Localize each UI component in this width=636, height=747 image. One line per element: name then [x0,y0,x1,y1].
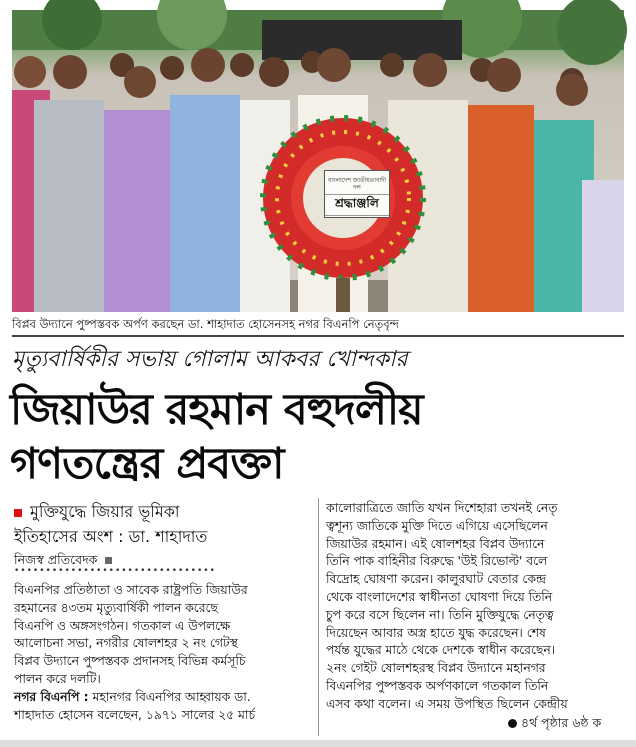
body-line: পর্যন্ত যুদ্ধের মাঠে থেকে দেশকে স্বাধীন করেছেন। [326,643,556,658]
body-line: মহানগর বিএনপির আহ্বায়ক ডা. [92,689,251,704]
byline-text: নিজস্ব প্রতিবেদক [14,552,98,567]
body-line: ত্বশূন্য জাতিকে মুক্তি দিতে এগিয়ে এসেছিলেন [326,518,548,533]
column-divider [318,498,319,736]
bottom-edge [0,740,636,747]
crowd-illustration [12,10,624,312]
body-line: বিপ্লব উদ্যানে পুষ্পস্তবক প্রদানসহ বিভিন্ন কর্মসূচি [14,654,246,669]
body-line: পালন করে দলটি। [14,671,101,686]
red-bullet-icon [14,509,22,517]
body-line: বিএনপির পুষ্পস্তবক অর্পণকালে গতকাল তিনি [326,678,549,693]
headline-line-2: গণতন্ত্রের প্রবক্তা [10,439,284,489]
body-line: জিয়াউর রহমান। এই ষোলশহর বিপ্লব উদ্যানে [326,536,545,551]
body-line-with-lead [14,689,314,707]
right-column-body [326,500,626,714]
bullet-dot-icon [508,719,517,728]
square-bullet-icon [105,557,112,564]
body-line: চুপ করে বসে ছিলেন না। তিনি মুক্তিযুদ্ধে নেতৃত্ব [326,607,554,622]
headline-kicker: মৃত্যুবার্ষিকীর সভায় গোলাম আকবর খোন্দকার [12,347,408,372]
body-line: ২নং গেইট ষোলশহরস্থ বিপ্লব উদ্যানে মহানগর [326,661,546,676]
wreath-card-title: শ্রদ্ধাঞ্জলি [325,194,389,216]
wreath-card [324,170,390,218]
body-line: তিনি পাক বাহিনীর বিরুদ্ধে 'উই রিভোল্ট' বলে [326,554,548,569]
continued-marker [508,715,601,735]
photo-caption: বিপ্লব উদ্যানে পুষ্পস্তবক অর্পণ করছেন ডা. শাহাদাত হোসেনসহ নগর বিএনপি নেতৃবৃন্দ [12,317,399,331]
wreath-card-small-text: বাংলাদেশ জাতীয়তাবাদী দল [328,177,386,191]
body-line: বিএনপি ও অঙ্গসংগঠন। গতকাল এ উপলক্ষে [14,618,231,633]
subhead-line-2: ইতিহাসের অংশ : ডা. শাহাদাত [14,527,208,546]
body-line: এসব কথা বলেন। এ সময় উপস্থিত ছিলেন কেন্দ্রীয় [326,696,568,711]
headline-line-1: জিয়াউর রহমান বহুদলীয় [10,385,423,435]
body-line: দিয়েছেন আবার অস্ত্র হাতে যুদ্ধ করেছেন। শেষ [326,625,546,640]
body-line: আলোচনা সভা, নগরীর ষোলশহর ২ নং গেটস্থ [14,636,238,651]
body-line: বিদ্রোহ ঘোষণা করেন। কালুরঘাট বেতার কেন্দ্র [326,572,546,587]
body-line: রহমানের ৪৩তম মৃত্যুবার্ষিকী পালন করেছে [14,600,218,615]
continued-text: ৪র্থ পৃষ্ঠার ৬ষ্ঠ ক [521,715,602,730]
left-column-body [14,582,314,724]
body-line: কালোরাত্রিতে জাতি যখন দিশেহারা তখনই নেতৃ [326,501,558,515]
dotted-separator: •••••••••••••••••••••••••••••••• [14,566,216,576]
body-line: শাহাদাত হোসেন বলেছেন, ১৯৭১ সালের ২৫ মার্চ [14,707,256,722]
body-line: বিএনপির প্রতিষ্ঠাতা ও সাবেক রাষ্ট্রপতি জিয়াউর [14,583,248,597]
lead-label: নগর বিএনপি : [14,689,89,704]
subhead-line-1 [14,499,180,526]
caption-divider [12,335,624,337]
subhead-text-1: মুক্তিযুদ্ধে জিয়ার ভূমিকা [30,502,180,521]
news-photo [12,10,624,312]
body-line: থেকে বাংলাদেশের স্বাধীনতা ঘোষণা দিয়ে তিনি [326,589,553,604]
